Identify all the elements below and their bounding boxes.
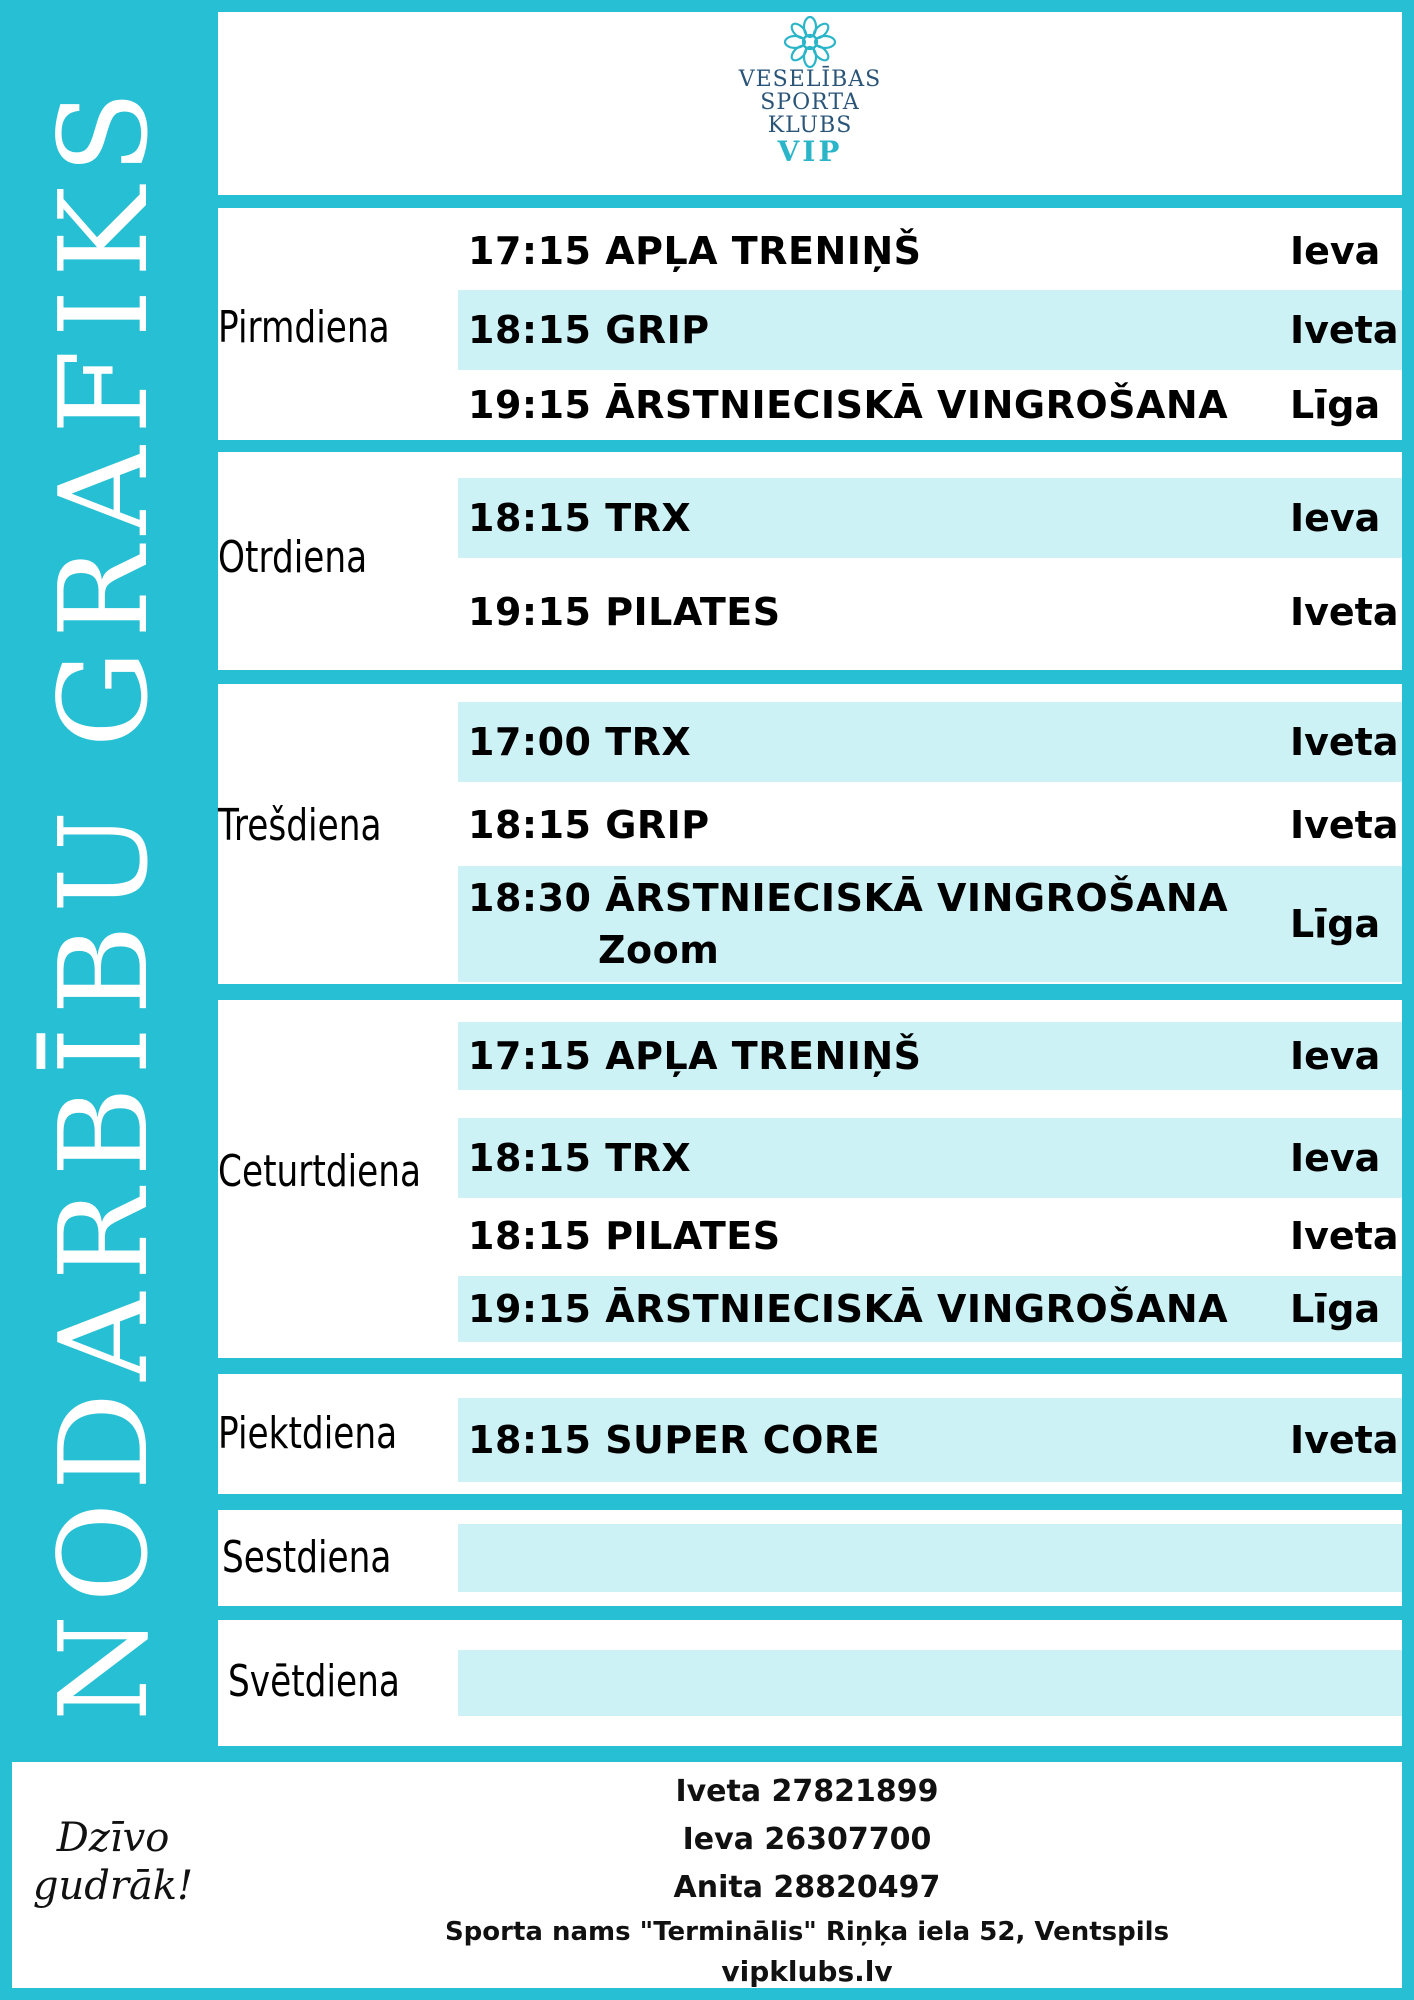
club-logo <box>218 16 1402 167</box>
day-block-tresdiena <box>218 684 1402 984</box>
instructor-name: Ieva <box>1290 1034 1381 1078</box>
instructor-name: Līga <box>1290 383 1381 427</box>
day-block-pirmdiena <box>218 208 1402 440</box>
class-row <box>458 372 1402 438</box>
class-row <box>458 1204 1402 1268</box>
class-row <box>458 478 1402 558</box>
contact-phone: Anita 28820497 <box>673 1870 941 1905</box>
footer <box>12 1762 1402 1988</box>
class-name: 19:15 ĀRSTNIECISKĀ VINGROŠANA <box>468 383 1229 427</box>
address: Sporta nams "Terminālis" Riņķa iela 52, Ventspils <box>444 1917 1170 1947</box>
day-block-sestdiena <box>218 1510 1402 1606</box>
vertical-title <box>0 0 208 1750</box>
day-name: Otrdiena <box>218 532 368 583</box>
day-name: Sestdiena <box>222 1532 392 1583</box>
class-name: 17:00 TRX <box>468 720 692 764</box>
day-name: Ceturtdiena <box>218 1146 422 1197</box>
class-name: 17:15 APĻA TRENIŅŠ <box>468 229 922 273</box>
instructor-name: Ieva <box>1290 1136 1381 1180</box>
slogan-line-1: Dzīvo <box>56 1815 170 1861</box>
class-note: Zoom <box>598 928 720 972</box>
logo-line-3: KLUBS <box>767 113 853 138</box>
class-row <box>458 702 1402 782</box>
class-row <box>458 290 1402 370</box>
class-title: 18:30 ĀRSTNIECISKĀ VINGROŠANA <box>468 876 1229 920</box>
instructor-name: Ieva <box>1290 229 1381 273</box>
class-name: 17:15 APĻA TRENIŅŠ <box>468 1034 922 1078</box>
day-name: Trešdiena <box>218 800 382 851</box>
class-row <box>458 1276 1402 1342</box>
day-block-ceturtdiena <box>218 1000 1402 1358</box>
website-link[interactable]: vipklubs.lv <box>721 1955 893 1988</box>
logo-line-2: SPORTA <box>760 90 860 115</box>
day-name: Piektdiena <box>218 1408 398 1459</box>
class-name: 18:15 GRIP <box>468 308 710 352</box>
class-row <box>458 1650 1402 1716</box>
slogan-line-2: gudrāk! <box>32 1863 194 1909</box>
logo-vip: VIP <box>777 135 843 168</box>
class-row <box>458 1398 1402 1482</box>
class-name: 18:15 PILATES <box>468 1214 781 1258</box>
logo-area <box>218 12 1402 195</box>
class-row <box>458 788 1402 862</box>
instructor-name: Iveta <box>1290 308 1399 352</box>
day-name: Svētdiena <box>228 1656 400 1707</box>
page-title: NODARBĪBU GRAFIKS <box>33 78 175 1722</box>
instructor-name: Līga <box>1290 902 1381 946</box>
class-name: 19:15 ĀRSTNIECISKĀ VINGROŠANA <box>468 1287 1229 1331</box>
class-name: 19:15 PILATES <box>468 590 781 634</box>
logo-line-1: VESELĪBAS <box>738 67 882 92</box>
class-name: 18:15 TRX <box>468 496 692 540</box>
class-row <box>458 218 1402 284</box>
instructor-name: Iveta <box>1290 803 1399 847</box>
day-name: Pirmdiena <box>218 302 390 353</box>
slogan <box>28 1814 198 1910</box>
class-name: 18:15 GRIP <box>468 803 710 847</box>
class-name: 18:15 SUPER CORE <box>468 1418 881 1462</box>
instructor-name: Iveta <box>1290 1418 1399 1462</box>
instructor-name: Līga <box>1290 1287 1381 1331</box>
contacts <box>212 1768 1402 1992</box>
day-block-otrdiena <box>218 452 1402 670</box>
instructor-name: Iveta <box>1290 590 1399 634</box>
day-block-piektdiena <box>218 1374 1402 1494</box>
class-name: 18:15 TRX <box>468 1136 692 1180</box>
contact-phone: Iveta 27821899 <box>675 1774 939 1809</box>
instructor-name: Iveta <box>1290 1214 1399 1258</box>
class-row <box>458 1118 1402 1198</box>
day-block-svetdiena <box>218 1620 1402 1746</box>
class-name <box>468 866 1228 982</box>
class-row <box>458 1022 1402 1090</box>
class-row <box>458 572 1402 652</box>
class-row <box>458 866 1402 982</box>
instructor-name: Iveta <box>1290 720 1399 764</box>
class-row <box>458 1524 1402 1592</box>
contact-phone: Ieva 26307700 <box>682 1822 932 1857</box>
instructor-name: Ieva <box>1290 496 1381 540</box>
lotus-icon <box>782 16 838 68</box>
